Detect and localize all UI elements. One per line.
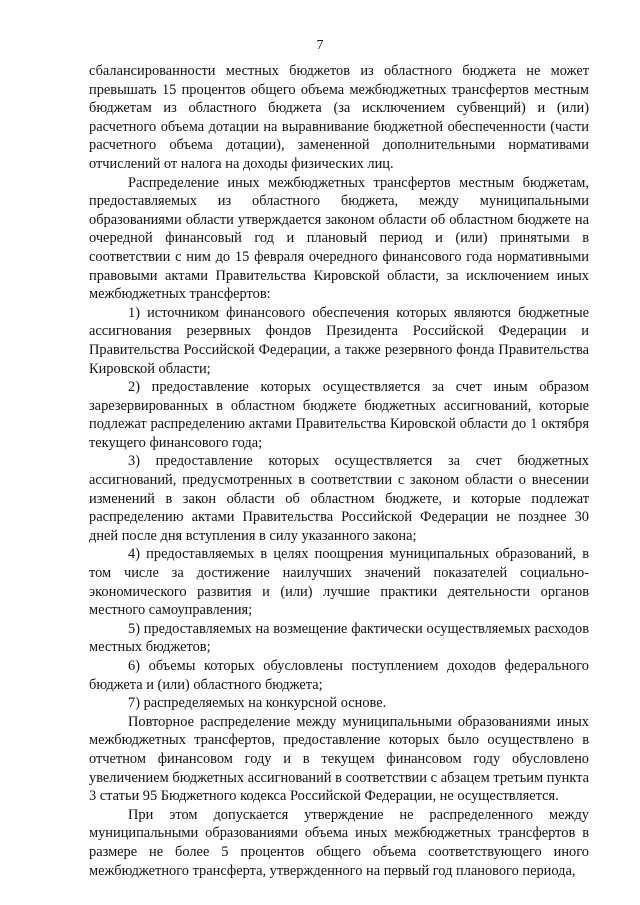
paragraph: 5) предоставляемых на возмещение фактически осуществляемых расходов местных бюджетов; [89,620,589,656]
paragraph: Повторное распределение между муниципальными образованиями иных межбюджетных трансфертов, предоставление которых было осуществлено в отчетном финансовом году и в текущем финансовом году обусловлено увеличением бюджетных ассигнований в соответствии с абзацем третьим пункта 3 статьи 95 Бюджетного кодекса Российской Федерации, не осуществляется. [89,713,589,805]
paragraph: 4) предоставляемых в целях поощрения муниципальных образований, в том числе за достижение наилучших значений показателей социально-экономического развития и (или) лучшие практики деятельности органов местного самоуправления; [89,546,589,619]
paragraph: сбалансированности местных бюджетов из областного бюджета не может превышать 15 процентов общего объема межбюджетных трансфертов местным бюджетам из областного бюджета (за исключением субвенций) и (или) расчетного объема дотации на выравнивание бюджетной обеспеченности (части расчетного объема дотации), замененной дополнительными нормативами отчислений от налога на доходы физических лиц. [89,63,589,172]
paragraph: 1) источником финансового обеспечения которых являются бюджетные ассигнования резервных фондов Президента Российской Федерации и Правительства Российской Федерации, а также резервного фонда Правительства Кировской области; [89,304,589,377]
paragraph: 7) распределяемых на конкурсной основе. [128,695,387,712]
paragraph: 6) объемы которых обусловлены поступлением доходов федерального бюджета и (или) областного бюджета; [89,658,589,693]
paragraph: При этом допускается утверждение не распределенного между муниципальными образованиями объема иных межбюджетных трансфертов в размере не более 5 процентов общего объема соответствующего иного межбюджетного трансферта, утвержденного на первый год планового периода, [89,806,589,879]
paragraph: 3) предоставление которых осуществляется за счет бюджетных ассигнований, предусмотренных в соответствии с законом области о внесении изменений в закон области об областном бюджете, и которые подлежат распределению актами Правительства Российской Федерации не позднее 30 дней после дня вступления в силу указанного закона; [89,453,589,544]
paragraph: 2) предоставление которых осуществляется за счет иным образом зарезервированных в областном бюджете бюджетных ассигнований, которые подлежат распределению актами Правительства Кировской области до 1 октября текущего финансового года; [89,379,589,451]
page-number: 7 [316,38,324,53]
paragraph: Распределение иных межбюджетных трансфертов местным бюджетам, предоставляемых из областного бюджета, между муниципальными образованиями области утверждается законом области об областном бюджете на очередной финансовый год и плановый период и (или) принятыми в соответствии с ним до 15 февраля очередного финансового года нормативными правовыми актами Правительства Кировской области, за исключением иных межбюджетных трансфертов: [89,174,589,303]
document-body [89,62,589,880]
